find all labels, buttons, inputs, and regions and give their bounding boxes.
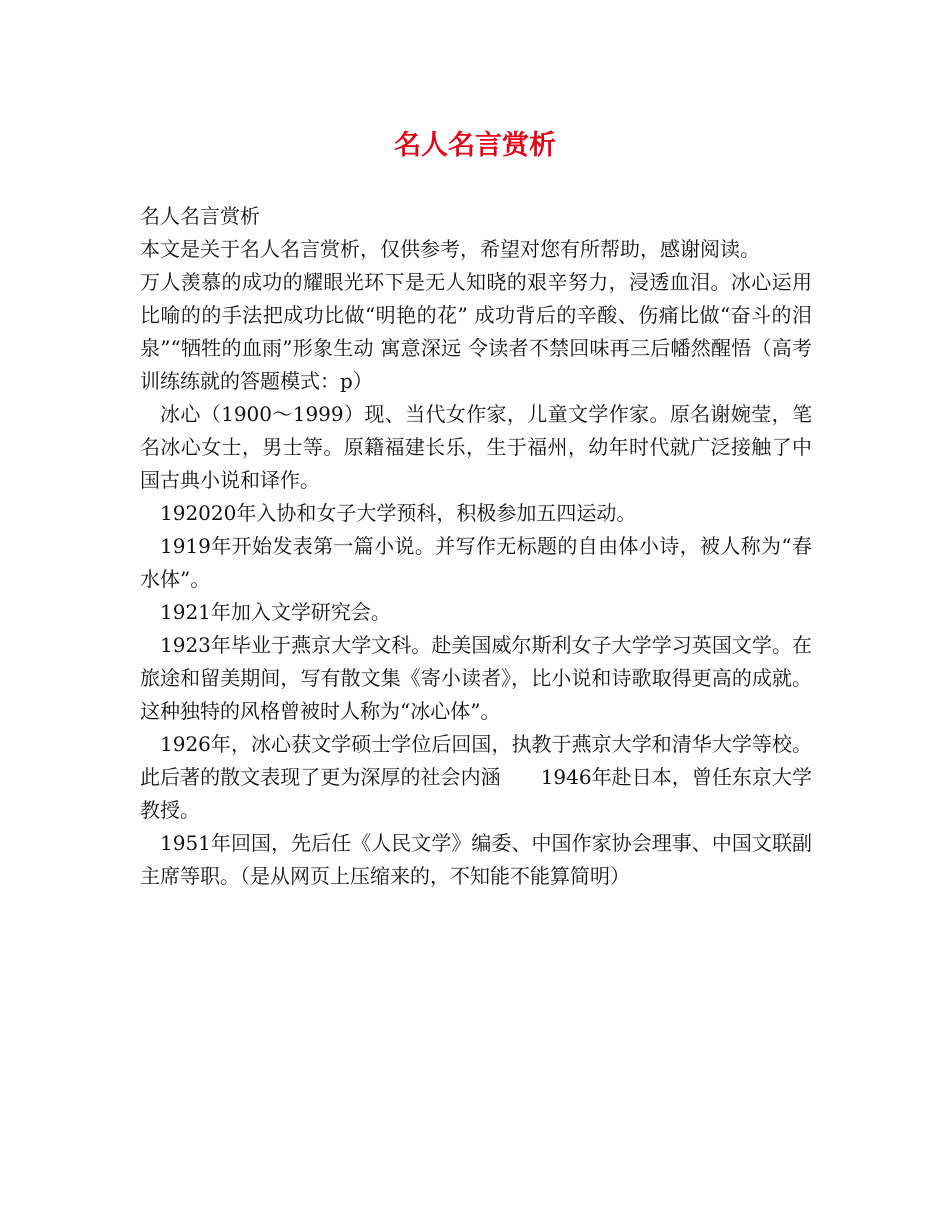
- paragraph-timeline: 192020年入协和女子大学预科，积极参加五四运动。: [160, 501, 637, 525]
- document-title: 名人名言赏析: [394, 130, 556, 161]
- document-body: [140, 200, 812, 893]
- paragraph-analysis: 万人羡慕的成功的耀眼光环下是无人知晓的艰辛努力，浸透血泪。冰心运用比喻的的手法把成功比做“明艳的花” 成功背后的辛酸、伤痛比做“奋斗的泪泉”“牺牲的血雨”形象生动 寓意深远 令读者不禁回味再三后幡然醒悟（高考训练练就的答题模式：p）: [140, 270, 812, 393]
- paragraph-timeline: 1951年回国，先后任《人民文学》编委、中国作家协会理事、中国文联副主席等职。（是从网页上压缩来的，不知能不能算简明）: [140, 831, 812, 888]
- paragraph-timeline: 1919年开始发表第一篇小说。并写作无标题的自由体小诗，被人称为“春水体”。: [140, 534, 812, 591]
- paragraph-intro: 本文是关于名人名言赏析，仅供参考，希望对您有所帮助，感谢阅读。: [140, 237, 760, 261]
- paragraph-timeline: 1921年加入文学研究会。: [160, 600, 391, 624]
- paragraph-timeline: 1923年毕业于燕京大学文科。赴美国威尔斯利女子大学学习英国文学。在旅途和留美期间，写有散文集《寄小读者》，比小说和诗歌取得更高的成就。这种独特的风格曾被时人称为“冰心体”。: [140, 633, 812, 723]
- paragraph-heading: 名人名言赏析: [140, 204, 260, 228]
- paragraph-timeline: 1926年，冰心获文学硕士学位后回国，执教于燕京大学和清华大学等校。此后著的散文表现了更为深厚的社会内涵 1946年赴日本，曾任东京大学教授。: [140, 732, 812, 822]
- paragraph-biography: 冰心（1900～1999）现、当代女作家，儿童文学作家。原名谢婉莹，笔名冰心女士，男士等。原籍福建长乐，生于福州，幼年时代就广泛接触了中国古典小说和译作。: [140, 402, 812, 492]
